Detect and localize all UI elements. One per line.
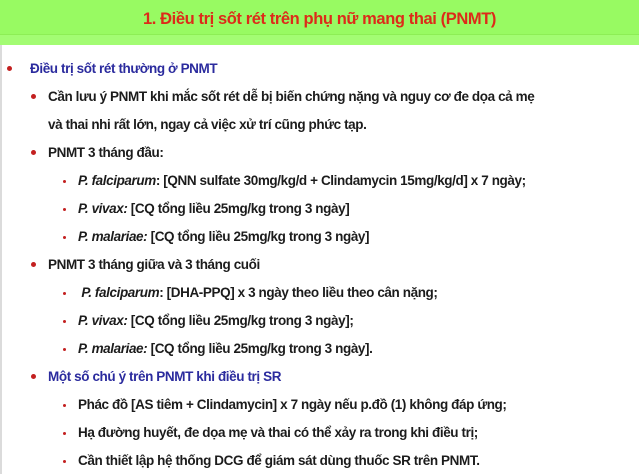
bullet-icon: [63, 348, 66, 351]
text-segment: : [QNN sulfate 30mg/kg/d + Clindamycin 15mg/kg/d] x 7 ngày;: [155, 173, 526, 188]
bullet-text: [78, 285, 437, 300]
slide-title: 1. Điều trị sốt rét trên phụ nữ mang thai (PNMT): [142, 9, 496, 28]
text-segment: P. malariae:: [78, 229, 148, 244]
bullet-icon: [31, 94, 36, 99]
bullet-text: [78, 229, 369, 244]
bullet-text: [48, 257, 260, 272]
text-segment: PNMT 3 tháng đầu:: [48, 145, 164, 160]
bullet-icon: [63, 320, 66, 323]
bullet-text: [78, 397, 507, 412]
bullet-text: [48, 145, 163, 160]
text-segment: P. falciparum: [78, 285, 160, 300]
bullet-item: [0, 335, 639, 363]
text-segment: Điều trị sốt rét thường ở PNMT: [30, 61, 218, 76]
bullet-text: [78, 173, 526, 188]
bullet-item: [0, 307, 639, 335]
bullet-item: [0, 195, 639, 223]
bullet-icon: [63, 460, 66, 463]
slide-body: [0, 45, 639, 474]
bullet-item: [0, 223, 639, 251]
text-segment: Cần thiết lập hệ thống DCG để giám sát dùng thuốc SR trên PNMT.: [78, 453, 480, 468]
text-segment: P. malariae:: [78, 341, 148, 356]
bullet-icon: [63, 180, 66, 183]
bullet-icon: [31, 374, 36, 379]
text-segment: [CQ tổng liều 25mg/kg trong 3 ngày]: [147, 229, 370, 244]
bullet-icon: [63, 292, 66, 295]
text-segment: P. vivax:: [78, 313, 128, 328]
bullet-text: [78, 201, 349, 216]
text-segment: P. vivax:: [78, 201, 128, 216]
bullet-icon: [31, 150, 36, 155]
text-segment: PNMT 3 tháng giữa và 3 tháng cuối: [48, 257, 260, 272]
text-segment: Một số chú ý trên PNMT khi điều trị SR: [48, 369, 282, 384]
title-bar-band: [0, 34, 639, 45]
bullet-item: [0, 251, 639, 279]
text-segment: Hạ đường huyết, đe dọa mẹ và thai có thể xảy ra trong khi điều trị;: [78, 425, 478, 440]
bullet-item: [0, 139, 639, 167]
bullet-item: [0, 83, 639, 139]
text-segment: P. falciparum: [78, 173, 156, 188]
bullet-icon: [63, 236, 66, 239]
bullet-text: [30, 61, 217, 76]
bullet-icon: [7, 66, 12, 71]
bullet-text: [78, 313, 353, 328]
slide-title-bar: [0, 0, 639, 34]
text-segment: : [DHA-PPQ] x 3 ngày theo liều theo cân nặng;: [159, 285, 438, 300]
bullet-item: [0, 167, 639, 195]
bullet-icon: [63, 208, 66, 211]
text-segment: [CQ tổng liều 25mg/kg trong 3 ngày];: [127, 313, 354, 328]
bullet-item: [0, 279, 639, 307]
bullet-icon: [63, 432, 66, 435]
bullet-list: [0, 55, 639, 474]
bullet-text: [48, 89, 534, 132]
bullet-icon: [63, 404, 66, 407]
text-segment: [CQ tổng liều 25mg/kg trong 3 ngày]: [127, 201, 350, 216]
bullet-item: [0, 419, 639, 447]
bullet-icon: [31, 262, 36, 267]
bullet-text: [78, 425, 478, 440]
bullet-text: [78, 453, 480, 468]
bullet-item: [0, 447, 639, 474]
bullet-text: [48, 369, 281, 384]
text-segment: [CQ tổng liều 25mg/kg trong 3 ngày].: [147, 341, 373, 356]
text-segment: Cần lưu ý PNMT khi mắc sốt rét dễ bị biến chứng nặng và nguy cơ đe dọa cả mẹ: [48, 89, 535, 104]
bullet-item: [0, 363, 639, 391]
bullet-item: [0, 391, 639, 419]
text-segment: Phác đồ [AS tiêm + Clindamycin] x 7 ngày nếu p.đồ (1) không đáp ứng;: [78, 397, 507, 412]
text-segment: và thai nhi rất lớn, ngay cả việc xử trí cũng phức tạp.: [48, 117, 367, 132]
bullet-item: [0, 55, 639, 83]
bullet-text: [78, 341, 372, 356]
